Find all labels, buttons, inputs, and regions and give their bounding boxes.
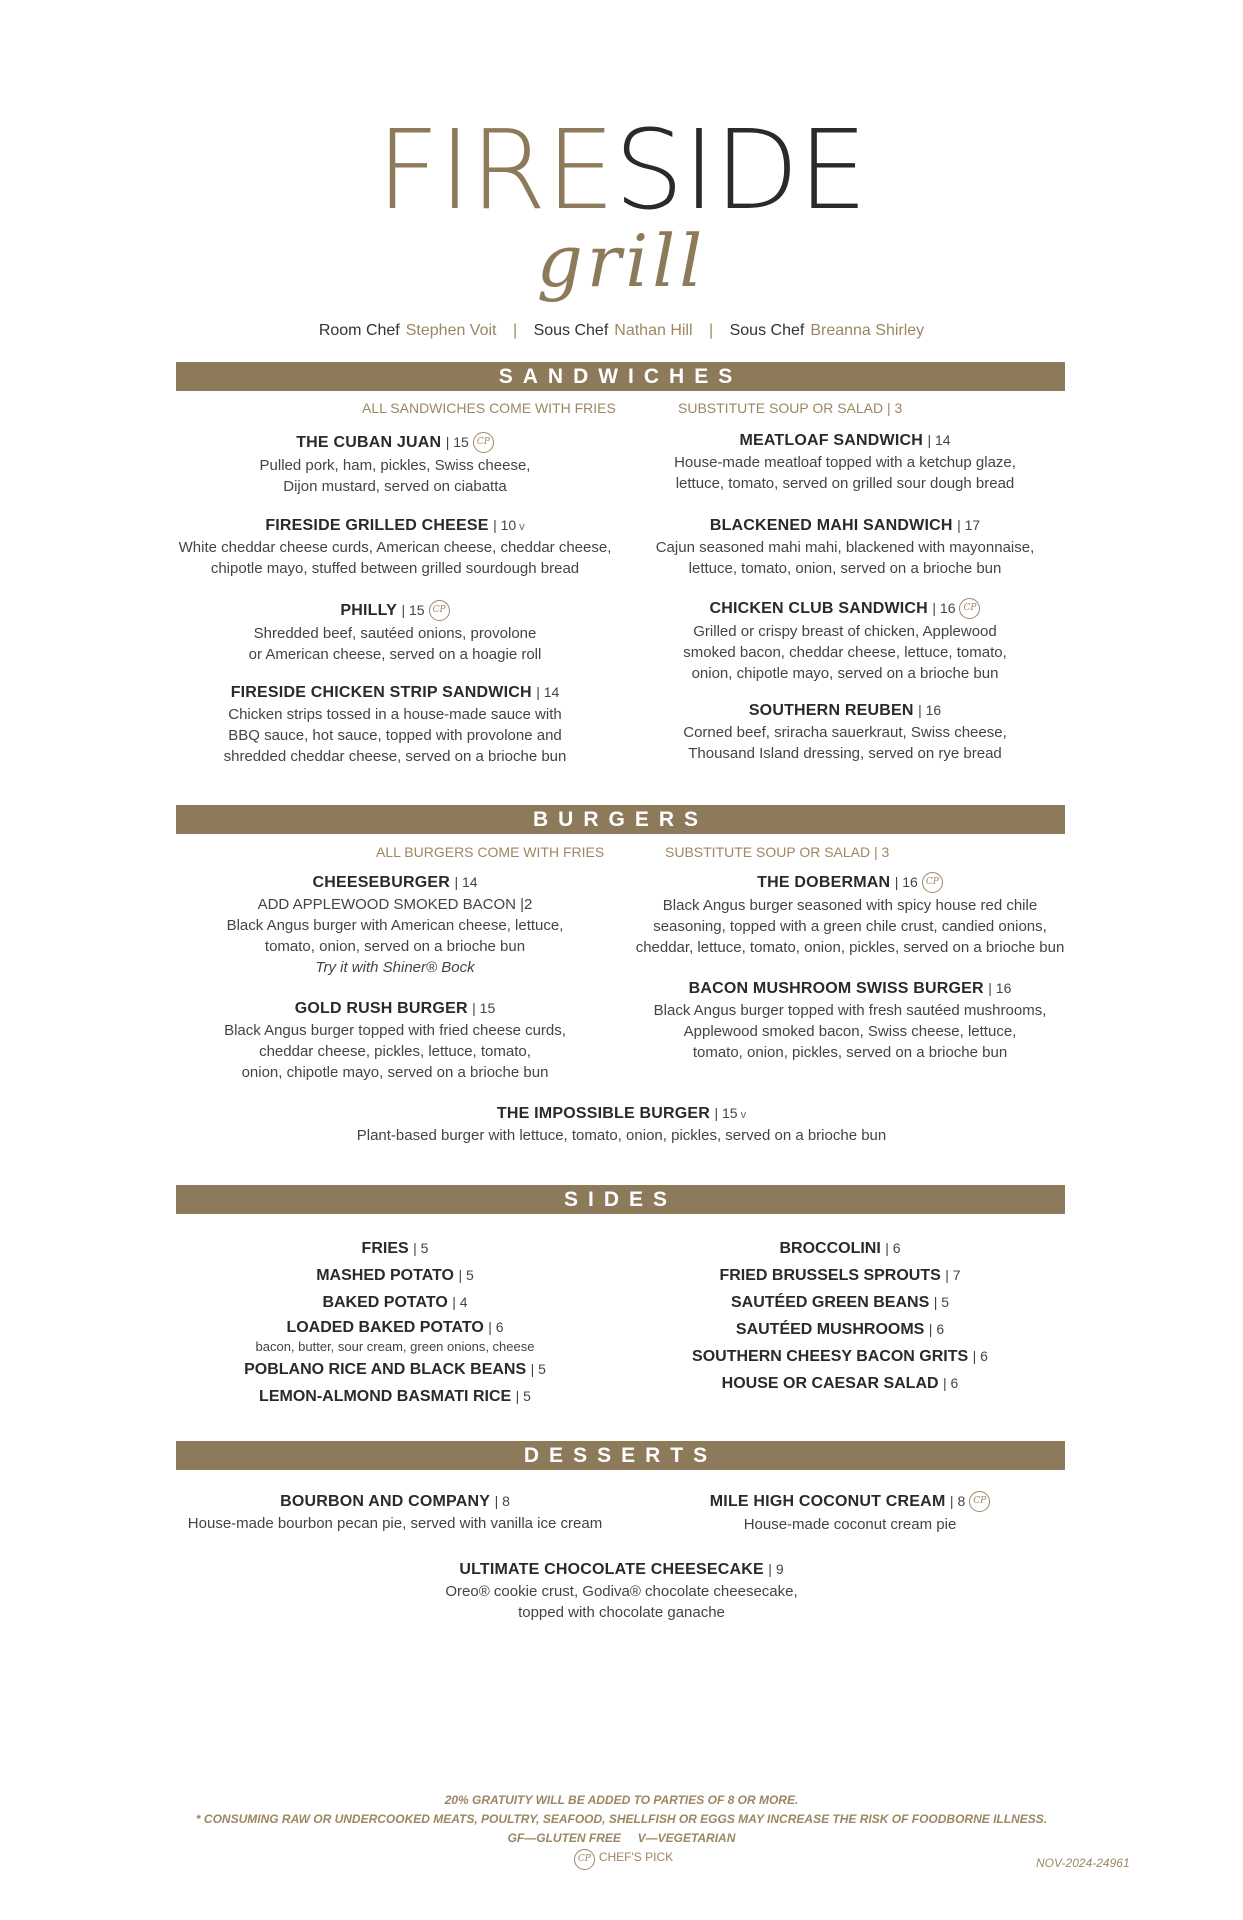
side-price: | 5 [413,1240,429,1256]
sides-list-right [660,1235,1020,1397]
side-price: | 6 [488,1319,504,1335]
item-price: | 15 [472,1000,496,1016]
chefs-pick-icon: CP [473,432,494,453]
item-title: BOURBON AND COMPANY [280,1493,491,1510]
chef-role: Sous Chef [729,322,805,339]
side-price: | 6 [972,1348,988,1364]
chefs-pick-label: CHEF'S PICK [598,1850,674,1864]
item-title: FIRESIDE GRILLED CHEESE [265,517,489,534]
item-title: THE CUBAN JUAN [296,434,442,451]
item-description: House-made bourbon pecan pie, served with vanilla ice cream [187,1515,603,1532]
item-price: | 9 [768,1561,784,1577]
item-description: onion, chipotle mayo, served on a brioche bun [241,1064,549,1081]
side-item [660,1316,1020,1343]
gratuity-note: 20% GRATUITY WILL BE ADDED TO PARTIES OF 8 OR MORE. [444,1793,799,1807]
chefs-pick-icon: CP [922,872,943,893]
chefs-pick-icon: CP [959,598,980,619]
side-price: | 5 [515,1388,531,1404]
item-description: onion, chipotle mayo, served on a brioche bun [691,665,999,682]
item-description: Dijon mustard, served on ciabatta [283,478,507,495]
chef-role: Sous Chef [533,322,609,339]
side-title: POBLANO RICE AND BLACK BEANS [244,1361,527,1378]
menu-item-impossible-burger [200,1105,1043,1146]
item-price: | 16 [988,980,1012,996]
side-title: SAUTÉED GREEN BEANS [730,1294,930,1311]
chef-name: Breanna Shirley [810,322,925,339]
side-title: HOUSE OR CAESAR SALAD [721,1375,939,1392]
item-description: Black Angus burger seasoned with spicy house red chile [662,897,1038,914]
side-title: FRIES [361,1240,409,1257]
item-description: shredded cheddar cheese, served on a brioche bun [223,748,567,765]
item-price: | 16 [894,874,918,890]
side-item [660,1262,1020,1289]
item-description: Pulled pork, ham, pickles, Swiss cheese, [259,457,531,474]
menu-item-chicken-club [630,598,1060,684]
item-description: tomato, onion, served on a brioche bun [264,938,526,955]
side-item [660,1289,1020,1316]
beer-pairing: Try it with Shiner® Bock [315,959,475,976]
menu-item-bourbon-and-company [160,1493,630,1534]
chef-role: Room Chef [318,322,400,339]
side-item [220,1262,570,1289]
side-title: LOADED BAKED POTATO [286,1319,484,1336]
side-title: MASHED POTATO [316,1267,454,1284]
menu-item-mahi [630,517,1060,579]
item-description: Plant-based burger with lettuce, tomato, onion, pickles, served on a brioche bun [356,1127,887,1144]
item-title: GOLD RUSH BURGER [294,1000,468,1017]
item-price: | 15 [445,434,469,450]
item-price: | 14 [536,684,560,700]
chefs-pick-icon: CP [429,600,450,621]
side-title: SOUTHERN CHEESY BACON GRITS [692,1348,969,1365]
section-header-burgers: BURGERS [176,805,1065,834]
side-item [660,1235,1020,1262]
item-description: Shredded beef, sautéed onions, provolone [253,625,537,642]
item-description: Oreo® cookie crust, Godiva® chocolate cheesecake, [445,1583,798,1600]
item-title: MEATLOAF SANDWICH [739,432,923,449]
side-price: | 6 [885,1240,901,1256]
menu-item-grilled-cheese [160,517,630,579]
item-price: | 15 [401,602,425,618]
item-title: BACON MUSHROOM SWISS BURGER [688,980,984,997]
item-description: Thousand Island dressing, served on rye bread [688,745,1002,762]
item-price: | 14 [454,874,478,890]
logo-fire-text: FIRE [376,106,615,234]
item-title: THE DOBERMAN [757,874,891,891]
item-description: smoked bacon, cheddar cheese, lettuce, tomato, [683,644,1007,661]
item-description: White cheddar cheese curds, American cheese, cheddar cheese, [178,539,612,556]
vegetarian-mark: v [519,521,525,533]
item-title: MILE HIGH COCONUT CREAM [709,1493,946,1510]
item-description: BBQ sauce, hot sauce, topped with provolone and [228,727,562,744]
item-description: cheddar cheese, pickles, lettuce, tomato, [259,1043,531,1060]
chef-name: Nathan Hill [614,322,693,339]
item-price: | 17 [957,517,981,533]
menu-item-chocolate-cheesecake [300,1561,943,1623]
sandwich-substitute-note: SUBSTITUTE SOUP OR SALAD | 3 [678,400,903,416]
item-description: House-made coconut cream pie [743,1516,957,1533]
item-price: | 14 [927,432,951,448]
side-title: FRIED BRUSSELS SPROUTS [719,1267,941,1284]
item-description: Corned beef, sriracha sauerkraut, Swiss cheese, [683,724,1007,741]
logo-script-grill: grill [536,219,707,303]
side-title: BROCCOLINI [779,1240,881,1257]
side-price: | 5 [933,1294,949,1310]
side-title: LEMON-ALMOND BASMATI RICE [259,1388,512,1405]
menu-item-gold-rush [160,1000,630,1083]
logo-wordmark [0,106,1243,234]
menu-item-meatloaf [630,432,1060,494]
item-description: chipotle mayo, stuffed between grilled sourdough bread [210,560,580,577]
item-title: FIRESIDE CHICKEN STRIP SANDWICH [230,684,532,701]
side-price: | 5 [530,1361,546,1377]
chef-credits [0,322,1243,340]
side-price: | 6 [928,1321,945,1337]
item-description: Applewood smoked bacon, Swiss cheese, lettuce, [683,1023,1017,1040]
divider: | [512,322,518,339]
side-item [660,1370,1020,1397]
chefs-pick-icon: CP [969,1491,990,1512]
item-description: lettuce, tomato, served on grilled sour dough bread [675,475,1015,492]
section-header-sandwiches: SANDWICHES [176,362,1065,391]
item-price: | 16 [932,600,956,616]
menu-item-chicken-strip [160,684,630,767]
side-description: bacon, butter, sour cream, green onions, cheese [255,1339,535,1354]
side-item [220,1289,570,1316]
item-title: THE IMPOSSIBLE BURGER [496,1105,711,1122]
side-price: | 4 [452,1294,468,1310]
side-title: BAKED POTATO [322,1294,448,1311]
menu-item-doberman [620,872,1080,958]
item-price: | 10 [493,517,517,533]
side-price: | 7 [945,1267,961,1283]
section-header-desserts: DESSERTS [176,1441,1065,1470]
menu-item-philly [160,600,630,665]
item-description: or American cheese, served on a hoagie roll [248,646,542,663]
item-title: CHEESEBURGER [312,874,450,891]
menu-item-coconut-cream [640,1491,1060,1535]
burger-fries-note: ALL BURGERS COME WITH FRIES [376,844,605,860]
item-description: Chicken strips tossed in a house-made sauce with [228,706,562,723]
menu-code: NOV-2024-24961 [1036,1856,1130,1870]
side-item [220,1235,570,1262]
side-price: | 6 [943,1375,959,1391]
food-safety-warning: * CONSUMING RAW OR UNDERCOOKED MEATS, POULTRY, SEAFOOD, SHELLFISH OR EGGS MAY INCREASE THE RISK OF FOODBORNE ILLNESS. [195,1812,1048,1826]
side-item [220,1383,570,1410]
item-description: lettuce, tomato, onion, served on a brioche bun [688,560,1002,577]
item-description: seasoning, topped with a green chile crust, candied onions, [653,918,1047,935]
item-price: | 8 [494,1493,510,1509]
item-description: Black Angus burger topped with fresh sautéed mushrooms, [653,1002,1047,1019]
side-price: | 5 [458,1267,474,1283]
menu-item-bacon-mushroom-swiss [620,980,1080,1063]
logo-side-text: SIDE [614,106,867,234]
side-item [220,1316,570,1354]
item-price: | 16 [918,702,942,718]
item-description: Black Angus burger with American cheese, lettuce, [226,917,564,934]
item-description: cheddar, lettuce, tomato, onion, pickles, served on a brioche bun [635,939,1065,956]
menu-item-cuban-juan [160,432,630,497]
section-header-sides: SIDES [176,1185,1065,1214]
sandwich-fries-note: ALL SANDWICHES COME WITH FRIES [362,400,616,416]
chefs-pick-icon: CP [574,1849,595,1870]
sides-list-left [220,1235,570,1410]
menu-item-southern-reuben [630,702,1060,764]
item-description: Black Angus burger topped with fried cheese curds, [224,1022,566,1039]
side-item [220,1356,570,1383]
item-title: BLACKENED MAHI SANDWICH [709,517,953,534]
vegetarian-mark: v [740,1109,747,1121]
item-price: | 15 [714,1105,738,1121]
side-title: SAUTÉED MUSHROOMS [735,1321,925,1338]
item-addon: ADD APPLEWOOD SMOKED BACON |2 [257,896,533,913]
item-description: Grilled or crispy breast of chicken, Applewood [693,623,997,640]
item-description: House-made meatloaf topped with a ketchup glaze, [674,454,1016,471]
item-description: tomato, onion, pickles, served on a brioche bun [692,1044,1008,1061]
item-description: Cajun seasoned mahi mahi, blackened with mayonnaise, [655,539,1035,556]
side-item [660,1343,1020,1370]
divider: | [709,322,714,339]
item-title: CHICKEN CLUB SANDWICH [709,600,928,617]
chef-name: Stephen Voit [405,322,497,339]
menu-item-cheeseburger [160,874,630,978]
item-title: SOUTHERN REUBEN [748,702,914,719]
item-title: ULTIMATE CHOCOLATE CHEESECAKE [459,1561,764,1578]
burger-substitute-note: SUBSTITUTE SOUP OR SALAD | 3 [665,844,890,860]
item-price: | 8 [949,1493,966,1509]
item-title: PHILLY [340,602,398,619]
item-description: topped with chocolate ganache [518,1604,725,1621]
dietary-legend: GF—GLUTEN FREE V—VEGETARIAN [507,1831,736,1845]
